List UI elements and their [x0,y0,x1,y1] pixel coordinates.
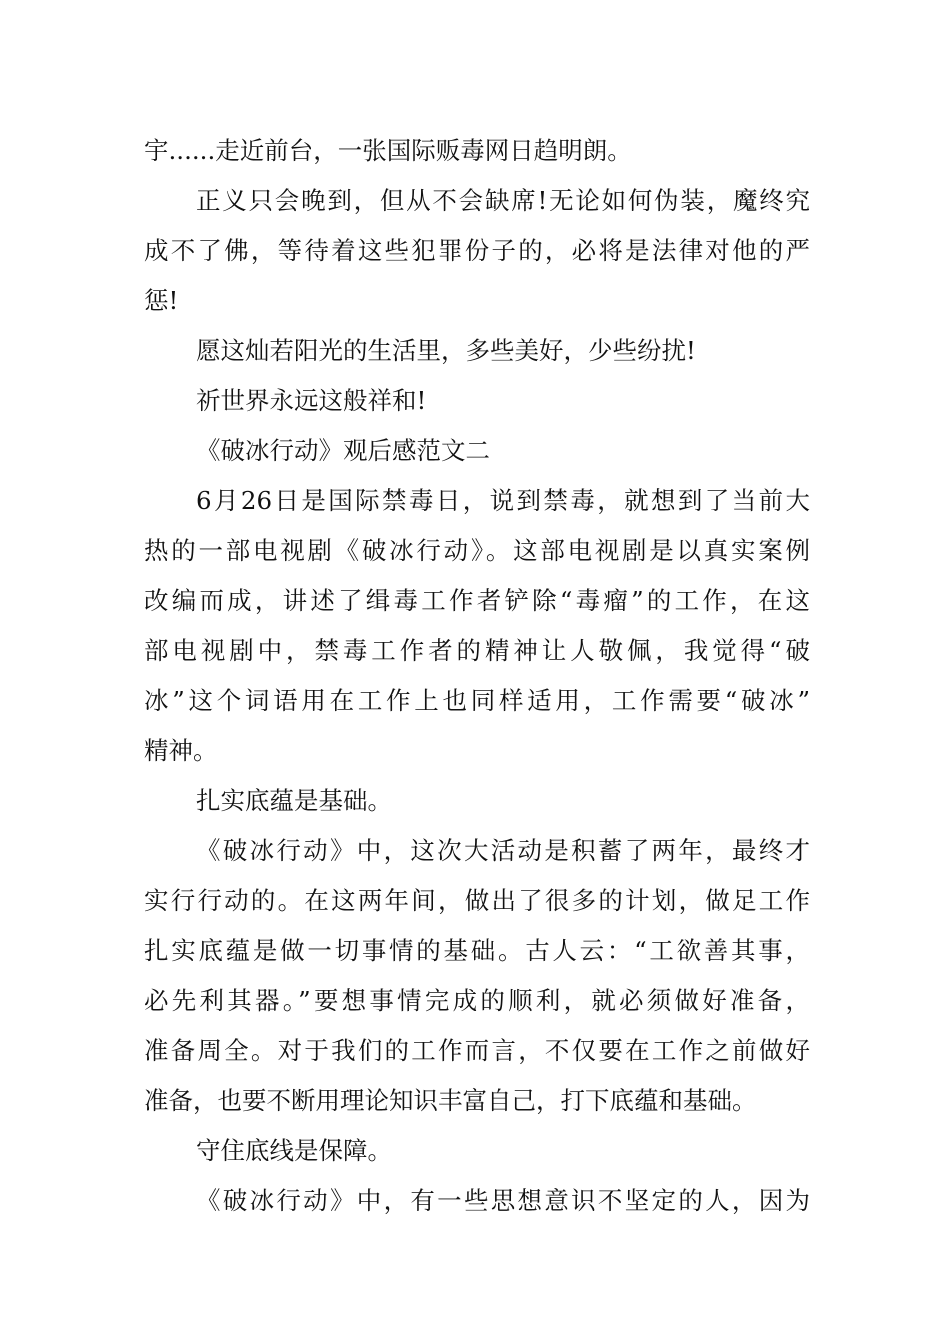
text-line: 部电视剧中，禁毒工作者的精神让人敬佩，我觉得“破 [144,636,810,665]
text-line: 准备周全。对于我们的工作而言，不仅要在工作之前做好 [144,1036,810,1065]
text-line: 准备，也要不断用理论知识丰富自己，打下底蕴和基础。 [144,1086,757,1115]
text-line: 扎实底蕴是基础。 [196,786,392,815]
text-line: 改编而成，讲述了缉毒工作者铲除“毒瘤”的工作，在这 [144,586,810,615]
text-line: 热的一部电视剧《破冰行动》。这部电视剧是以真实案例 [144,536,810,565]
text-line: 6月26日是国际禁毒日，说到禁毒，就想到了当前大 [196,486,810,515]
text-line: 守住底线是保障。 [196,1136,392,1165]
text-line: 精神。 [144,736,218,765]
text-line: 宇......走近前台，一张国际贩毒网日趋明朗。 [144,136,632,165]
text-line: 惩! [144,286,179,315]
text-line: 祈世界永远这般祥和! [196,386,427,415]
text-line: 成不了佛，等待着这些犯罪份子的，必将是法律对他的严 [144,236,810,265]
text-line: 实行行动的。在这两年间，做出了很多的计划，做足工作 [144,886,810,915]
text-line: 《破冰行动》中，有一些思想意识不坚定的人，因为 [196,1186,810,1215]
text-line: 必先利其器。”要想事情完成的顺利，就必须做好准备， [144,986,810,1015]
text-line: 扎实底蕴是做一切事情的基础。古人云：“工欲善其事， [144,936,810,965]
text-line: 《破冰行动》观后感范文二 [196,436,490,465]
body-text [144,126,810,1226]
text-line: 《破冰行动》中，这次大活动是积蓄了两年，最终才 [196,836,810,865]
text-line: 愿这灿若阳光的生活里，多些美好，少些纷扰! [196,336,696,365]
text-line: 正义只会晚到，但从不会缺席!无论如何伪装，魔终究 [196,186,810,215]
text-line: 冰”这个词语用在工作上也同样适用，工作需要“破冰” [144,686,810,715]
